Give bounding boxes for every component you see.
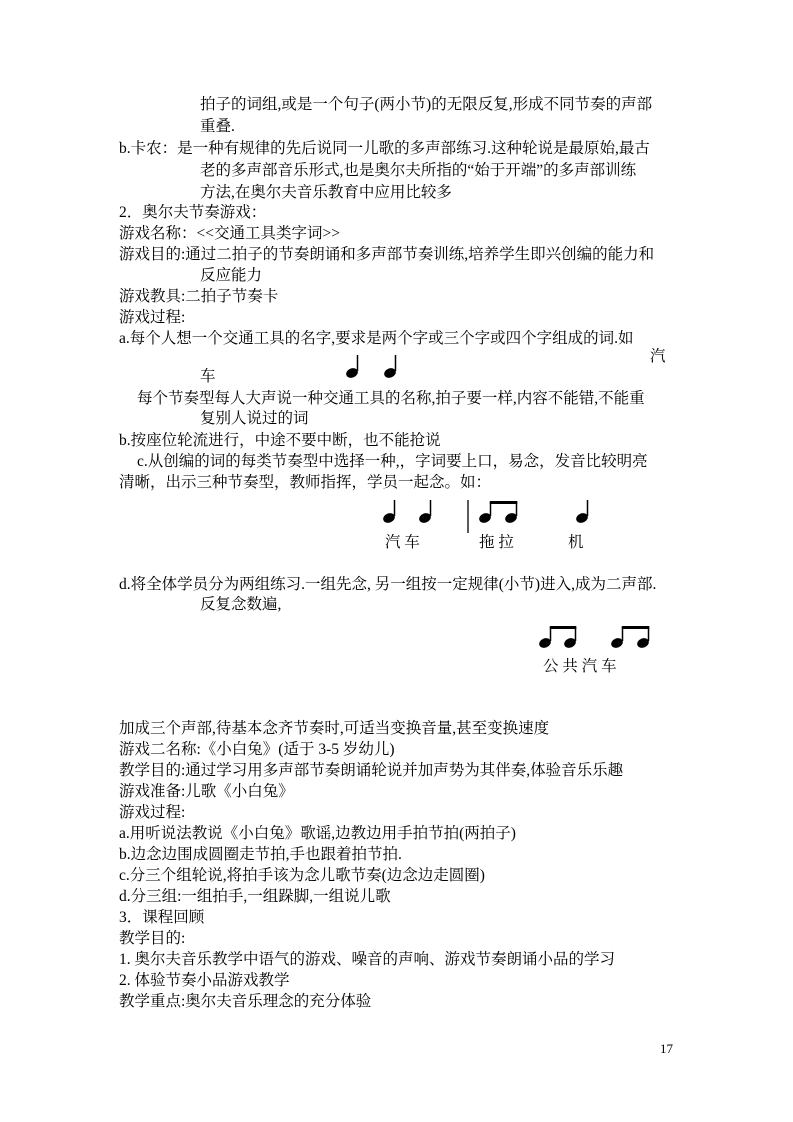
text-line: 每个节奏型每人大声说一种交通工具的名称,拍子要一样,内容不能错,不能重 [137, 390, 645, 407]
text-line: 游戏二名称:《小白兔》(适于 3-5 岁幼儿) [119, 741, 395, 758]
page-number: 17 [660, 1041, 673, 1056]
text-line: 游戏名称：<<交通工具类字词>> [119, 225, 340, 242]
text-line: 加成三个声部,待基本念齐节奏时,可适当变换音量,甚至变换速度 [119, 720, 550, 737]
text-line: a.用听说法教说《小白兔》歌谣,边教边用手拍节拍(两拍子) [119, 825, 516, 842]
text-line: 拍子的词组,或是一个句子(两小节)的无限反复,形成不同节奏的声部 [200, 96, 653, 113]
text-line: 复别人说过的词 [200, 410, 309, 427]
text-line: 反复念数遍, [200, 596, 282, 613]
rhythm-label: 拖 拉 [479, 534, 514, 551]
text-line: b.卡农：是一种有规律的先后说同一儿歌的多声部练习.这种轮说是最原始,最古 [119, 140, 650, 157]
text-line: 汽 [650, 348, 666, 365]
quarter-note [418, 500, 433, 525]
text-line: 清晰，出示三种节奏型，教师指挥，学员一起念。如： [119, 474, 492, 491]
quarter-note [345, 355, 360, 380]
text-line: 重叠. [200, 118, 235, 135]
text-line: 游戏过程: [119, 309, 186, 326]
quarter-note [575, 500, 590, 525]
text-line: c.从创编的词的每类节奏型中选择一种,，字词要上口，易念，发音比较明亮 [137, 453, 648, 470]
text-line: 教学重点:奥尔夫音乐理念的充分体验 [119, 993, 372, 1010]
text-line: c.分三个组轮说,将拍手该为念儿歌节奏(边念边走圆圈) [119, 867, 485, 884]
quarter-note [383, 355, 398, 380]
text-line: b.按座位轮流进行，中途不要中断，也不能抢说 [119, 432, 441, 449]
text-line: 反应能力 [200, 267, 263, 284]
eighth-note-pair [478, 501, 519, 525]
text-line: 游戏教具:二拍子节奏卡 [119, 288, 279, 305]
list-item: 1. 奥尔夫音乐教学中语气的游戏、噪音的声响、游戏节奏朗诵小品的学习 [119, 951, 616, 968]
text-line: 教学目的: [119, 930, 186, 947]
text-line: b.边念边围成圆圈走节拍,手也跟着拍节拍. [119, 846, 402, 863]
text-line: a.每个人想一个交通工具的名字,要求是两个字或三个字或四个字组成的词.如 [119, 330, 634, 347]
text-line: 游戏过程: [119, 804, 186, 821]
rhythm-label: 汽 车 [385, 534, 420, 551]
text-line: d.分三组:一组拍手,一组跺脚,一组说儿歌 [119, 888, 391, 905]
rhythm-label: 机 [568, 534, 584, 551]
section-heading: 2．奥尔夫节奏游戏： [119, 204, 267, 221]
text-line: 教学目的:通过学习用多声部节奏朗诵轮说并加声势为其伴奏,体验音乐乐趣 [119, 762, 624, 779]
eighth-note-pair [538, 626, 578, 650]
rhythm-label: 公 共 汽 车 [543, 658, 617, 675]
text-line: 车 [200, 368, 216, 385]
list-item: 2. 体验节奏小品游戏教学 [119, 972, 290, 989]
text-line: 老的多声部音乐形式,也是奥尔夫所指的“始于开端”的多声部训练 [200, 162, 637, 179]
text-line: 游戏目的:通过二拍子的节奏朗诵和多声部节奏训练,培养学生即兴创编的能力和 [119, 246, 655, 263]
text-line: 游戏准备:儿歌《小白兔》 [119, 783, 294, 800]
text-line: d.将全体学员分为两组练习.一组先念, 另一组按一定规律(小节)进入,成为二声部. [119, 576, 657, 593]
quarter-note [382, 500, 397, 525]
eighth-note-pair [610, 626, 651, 650]
text-line: 方法,在奥尔夫音乐教育中应用比较多 [200, 184, 452, 201]
section-heading: 3．课程回顾 [119, 909, 205, 926]
